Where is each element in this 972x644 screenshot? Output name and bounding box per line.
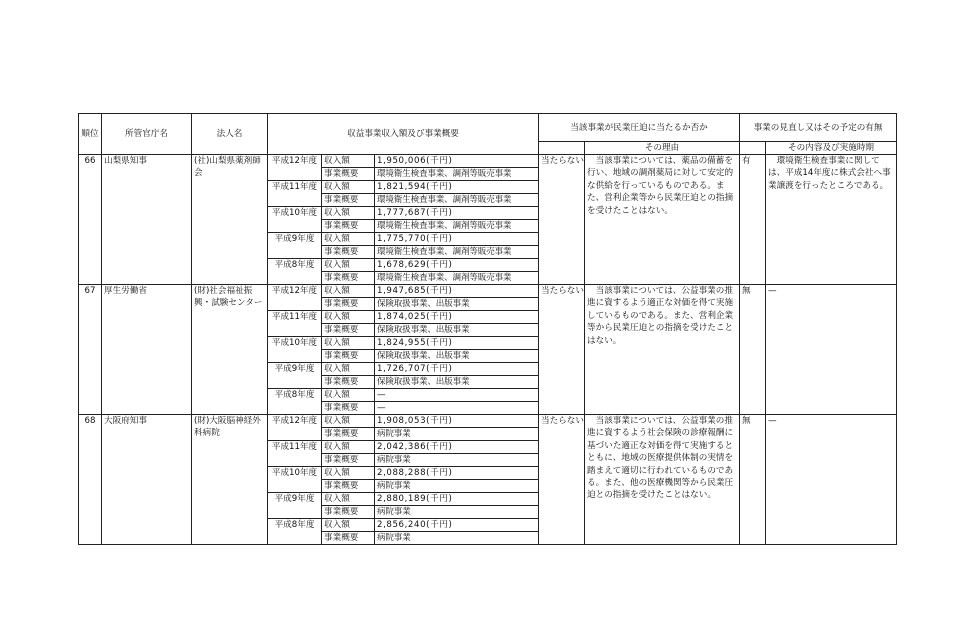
business-summary-cell: 病院事業 [375,506,539,519]
income-label-cell: 収入額 [322,389,375,402]
business-summary-cell: 環境衛生検査事業、調剤等販売事業 [375,220,539,233]
income-label-cell: 収入額 [322,285,375,298]
income-value-cell: 1,947,685(千円) [375,285,539,298]
corp-name-cell: (社)山梨県薬剤師会 [192,155,268,285]
income-label-cell: 収入額 [322,519,375,532]
income-label-cell: 収入額 [322,181,375,194]
header-review: 事業の見直し又はその予定の有無 [740,114,897,142]
fiscal-year-cell: 平成10年度 [268,467,322,493]
table-header [79,114,897,155]
header-corp: 法人名 [192,114,268,155]
business-summary-cell: 保険取扱事業、出版事業 [375,298,539,311]
income-value-cell: 2,088,288(千円) [375,467,539,480]
fiscal-year-cell: 平成11年度 [268,441,322,467]
business-summary-cell: 環境衛生検査事業、調剤等販売事業 [375,272,539,285]
income-label-cell: 収入額 [322,363,375,376]
income-label-cell: 収入額 [322,493,375,506]
reason-cell: 当該事業については、公益事業の推進に資するよう社会保険の診療報酬に基づいた適正な対価を得て実施するとともに、地域の医療提供体制の実情を踏まえて適切に行われているものである。また、他の医療機関等から民業圧迫との指摘を受けたことはない。 [585,415,740,545]
ministry-cell: 大阪府知事 [102,415,192,545]
review-flag-cell: 無 [740,415,766,545]
fiscal-year-cell: 平成10年度 [268,337,322,363]
income-value-cell: 1,775,770(千円) [375,233,539,246]
header-review-blank [740,142,766,155]
reason-cell: 当該事業については、薬品の備蓄を行い、地域の調剤薬局に対して安定的な供給を行っているものである。また、営利企業等から民業圧迫との指摘を受けたことはない。 [585,155,740,285]
fiscal-year-cell: 平成9年度 [268,363,322,389]
header-review-detail: その内容及び実施時期 [766,142,897,155]
fiscal-year-cell: 平成8年度 [268,519,322,545]
rank-cell: 67 [79,285,102,415]
business-summary-cell: 環境衛生検査事業、調剤等販売事業 [375,168,539,181]
header-judgement-blank [539,142,585,155]
business-summary-cell: 病院事業 [375,454,539,467]
review-detail-cell: — [766,415,897,545]
table-row [79,415,897,428]
fiscal-year-cell: 平成8年度 [268,389,322,415]
header-reason: その理由 [585,142,740,155]
income-label-cell: 収入額 [322,415,375,428]
income-value-cell: 1,908,053(千円) [375,415,539,428]
income-label-cell: 収入額 [322,155,375,168]
income-value-cell: 1,821,594(千円) [375,181,539,194]
header-ministry: 所管官庁名 [102,114,192,155]
fiscal-year-cell: 平成11年度 [268,311,322,337]
income-value-cell: 1,874,025(千円) [375,311,539,324]
header-summary: 収益事業収入額及び事業概要 [268,114,539,155]
income-label-cell: 収入額 [322,337,375,350]
corp-name-cell: (財)大阪脳神経外科病院 [192,415,268,545]
summary-label-cell: 事業概要 [322,428,375,441]
table-body [79,155,897,545]
income-label-cell: 収入額 [322,233,375,246]
business-summary-cell: 病院事業 [375,428,539,441]
business-summary-cell: 病院事業 [375,532,539,545]
income-label-cell: 収入額 [322,311,375,324]
summary-label-cell: 事業概要 [322,350,375,363]
fiscal-year-cell: 平成10年度 [268,207,322,233]
summary-label-cell: 事業概要 [322,402,375,415]
ministry-cell: 山梨県知事 [102,155,192,285]
corp-name-cell: (財)社会福祉振興・試験センター [192,285,268,415]
rank-cell: 66 [79,155,102,285]
fiscal-year-cell: 平成9年度 [268,233,322,259]
judgement-cell: 当たらない [539,285,585,415]
summary-label-cell: 事業概要 [322,376,375,389]
fiscal-year-cell: 平成12年度 [268,285,322,311]
business-summary-cell: 環境衛生検査事業、調剤等販売事業 [375,246,539,259]
summary-label-cell: 事業概要 [322,324,375,337]
summary-label-cell: 事業概要 [322,532,375,545]
income-value-cell: 1,678,629(千円) [375,259,539,272]
income-value-cell: 1,950,006(千円) [375,155,539,168]
summary-label-cell: 事業概要 [322,194,375,207]
summary-label-cell: 事業概要 [322,298,375,311]
ministry-cell: 厚生労働省 [102,285,192,415]
business-summary-cell: 保険取扱事業、出版事業 [375,376,539,389]
income-label-cell: 収入額 [322,259,375,272]
reason-cell: 当該事業については、公益事業の推進に資するよう適正な対価を得て実施しているものである。また、営利企業等から民業圧迫との指摘を受けたことはない。 [585,285,740,415]
public-corporation-table [78,113,897,545]
fiscal-year-cell: 平成11年度 [268,181,322,207]
review-flag-cell: 無 [740,285,766,415]
summary-label-cell: 事業概要 [322,168,375,181]
review-detail-cell: — [766,285,897,415]
summary-label-cell: 事業概要 [322,480,375,493]
income-value-cell: 2,042,386(千円) [375,441,539,454]
business-summary-cell: 保険取扱事業、出版事業 [375,324,539,337]
rank-cell: 68 [79,415,102,545]
review-flag-cell: 有 [740,155,766,285]
income-value-cell: 2,856,240(千円) [375,519,539,532]
fiscal-year-cell: 平成8年度 [268,259,322,285]
income-value-cell: 1,777,687(千円) [375,207,539,220]
judgement-cell: 当たらない [539,155,585,285]
business-summary-cell: — [375,402,539,415]
summary-label-cell: 事業概要 [322,246,375,259]
summary-label-cell: 事業概要 [322,272,375,285]
income-label-cell: 収入額 [322,441,375,454]
summary-label-cell: 事業概要 [322,454,375,467]
income-label-cell: 収入額 [322,467,375,480]
judgement-cell: 当たらない [539,415,585,545]
business-summary-cell: 保険取扱事業、出版事業 [375,350,539,363]
business-summary-cell: 環境衛生検査事業、調剤等販売事業 [375,194,539,207]
fiscal-year-cell: 平成9年度 [268,493,322,519]
header-rank: 順位 [79,114,102,155]
review-detail-cell: 環境衛生検査事業に関しては、平成14年度に株式会社へ事業譲渡を行ったところである。 [766,155,897,285]
income-value-cell: — [375,389,539,402]
header-competition: 当該事業が民業圧迫に当たるか否か [539,114,740,142]
income-value-cell: 2,880,189(千円) [375,493,539,506]
fiscal-year-cell: 平成12年度 [268,155,322,181]
table-row [79,285,897,298]
fiscal-year-cell: 平成12年度 [268,415,322,441]
summary-label-cell: 事業概要 [322,220,375,233]
income-value-cell: 1,824,955(千円) [375,337,539,350]
table-row [79,155,897,168]
business-summary-cell: 病院事業 [375,480,539,493]
summary-label-cell: 事業概要 [322,506,375,519]
income-label-cell: 収入額 [322,207,375,220]
income-value-cell: 1,726,707(千円) [375,363,539,376]
